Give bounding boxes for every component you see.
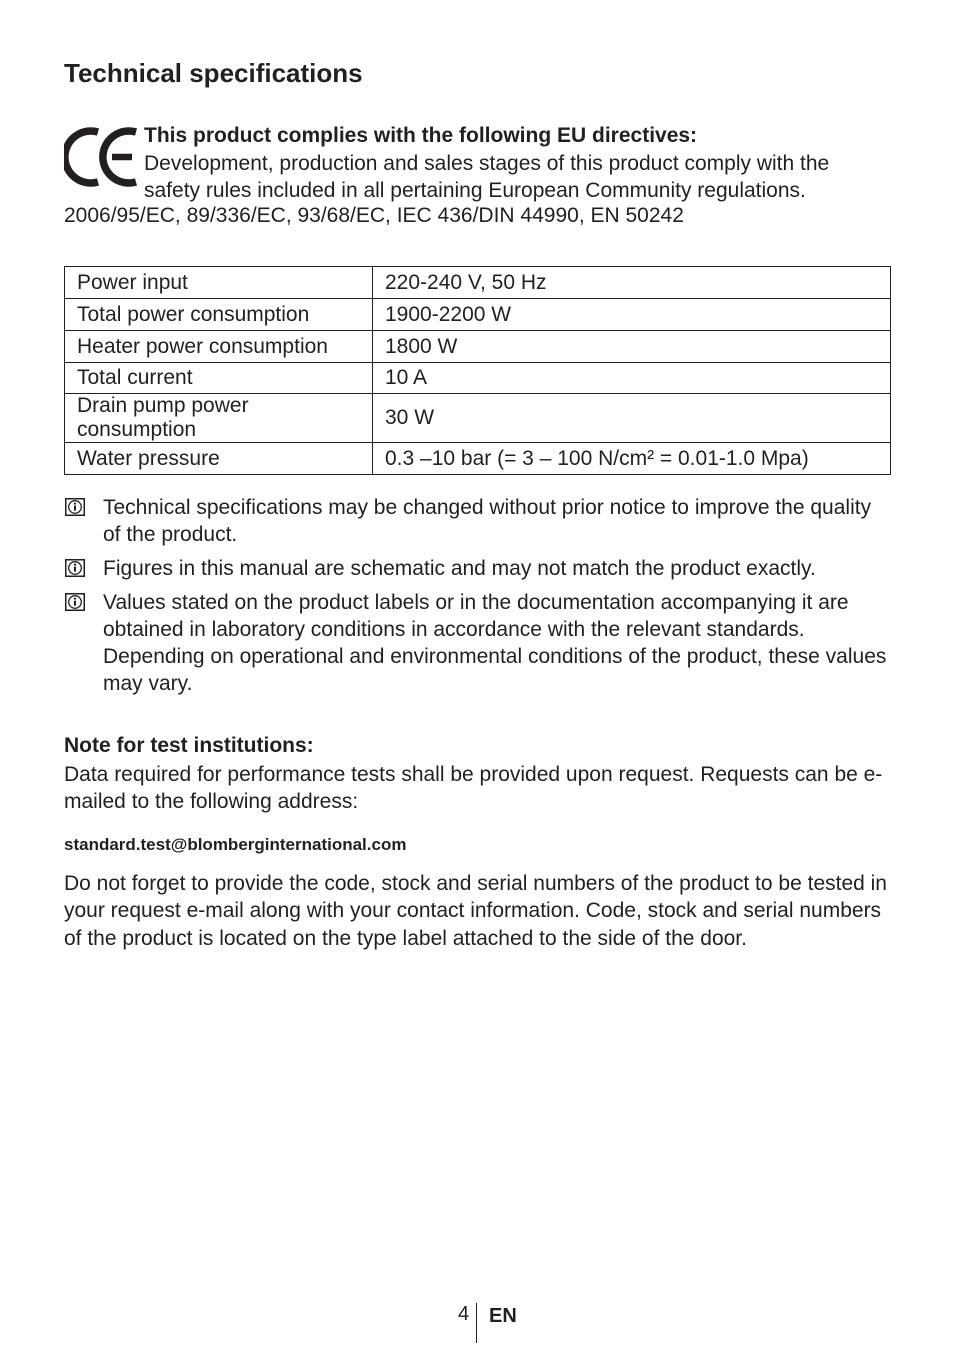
ce-description-line-1: Development, production and sales stages of this product comply with the [144,151,830,175]
spec-label: Water pressure [65,443,373,475]
note-item [64,494,894,548]
ce-text [144,122,904,205]
info-icon [65,593,85,611]
note-text: Technical specifications may be changed without prior notice to improve the quality of the product. [103,496,872,546]
note-item [64,555,894,582]
notes-list [64,494,894,704]
spec-label: Power input [65,267,373,299]
note-text: Values stated on the product labels or in the documentation accompanying it are obtained in laboratory conditions in accordance with the relevant standards. Depending on operational and environmental conditions of the product, these values may vary. [103,591,887,695]
page-number: 4 [458,1303,470,1325]
spec-value: 1900-2200 W [373,299,891,331]
table-row [65,267,891,299]
table-row [65,331,891,363]
contact-email: standard.test@blomberginternational.com [64,835,407,854]
note-item [64,589,894,697]
directives-list: 2006/95/EC, 89/336/EC, 93/68/EC, IEC 436/DIN 44990, EN 50242 [64,204,684,227]
page-title: Technical specifications [64,58,363,88]
footer-divider [476,1303,477,1343]
spec-value: 1800 W [373,331,891,363]
table-row [65,363,891,394]
ce-mark-icon [64,126,140,188]
specs-table [64,266,891,475]
table-row [65,394,891,443]
spec-label: Drain pump power consumption [65,394,373,443]
test-institutions-body: Data required for performance tests shall be provided upon request. Requests can be e-mailed to the following address: [64,763,883,813]
table-row [65,443,891,475]
note-text: Figures in this manual are schematic and may not match the product exactly. [103,557,816,580]
spec-value: 10 A [373,363,891,394]
spec-label: Total power consumption [65,299,373,331]
info-icon [65,559,85,577]
spec-value: 30 W [373,394,891,443]
language-code: EN [489,1305,517,1327]
spec-value: 0.3 –10 bar (= 3 – 100 N/cm² = 0.01-1.0 Mpa) [373,443,891,475]
test-institutions-heading: Note for test institutions: [64,734,314,757]
spec-value: 220-240 V, 50 Hz [373,267,891,299]
request-instructions: Do not forget to provide the code, stock and serial numbers of the product to be tested in your request e-mail along with your contact information. Code, stock and serial numbers of the product is located on the type label attached to the side of the door. [64,872,887,950]
ce-heading: This product complies with the following EU directives: [144,124,698,147]
spec-label: Total current [65,363,373,394]
ce-description-line-2: safety rules included in all pertaining European Community regulations. [144,179,806,202]
table-row [65,299,891,331]
info-icon [65,498,85,516]
spec-label: Heater power consumption [65,331,373,363]
